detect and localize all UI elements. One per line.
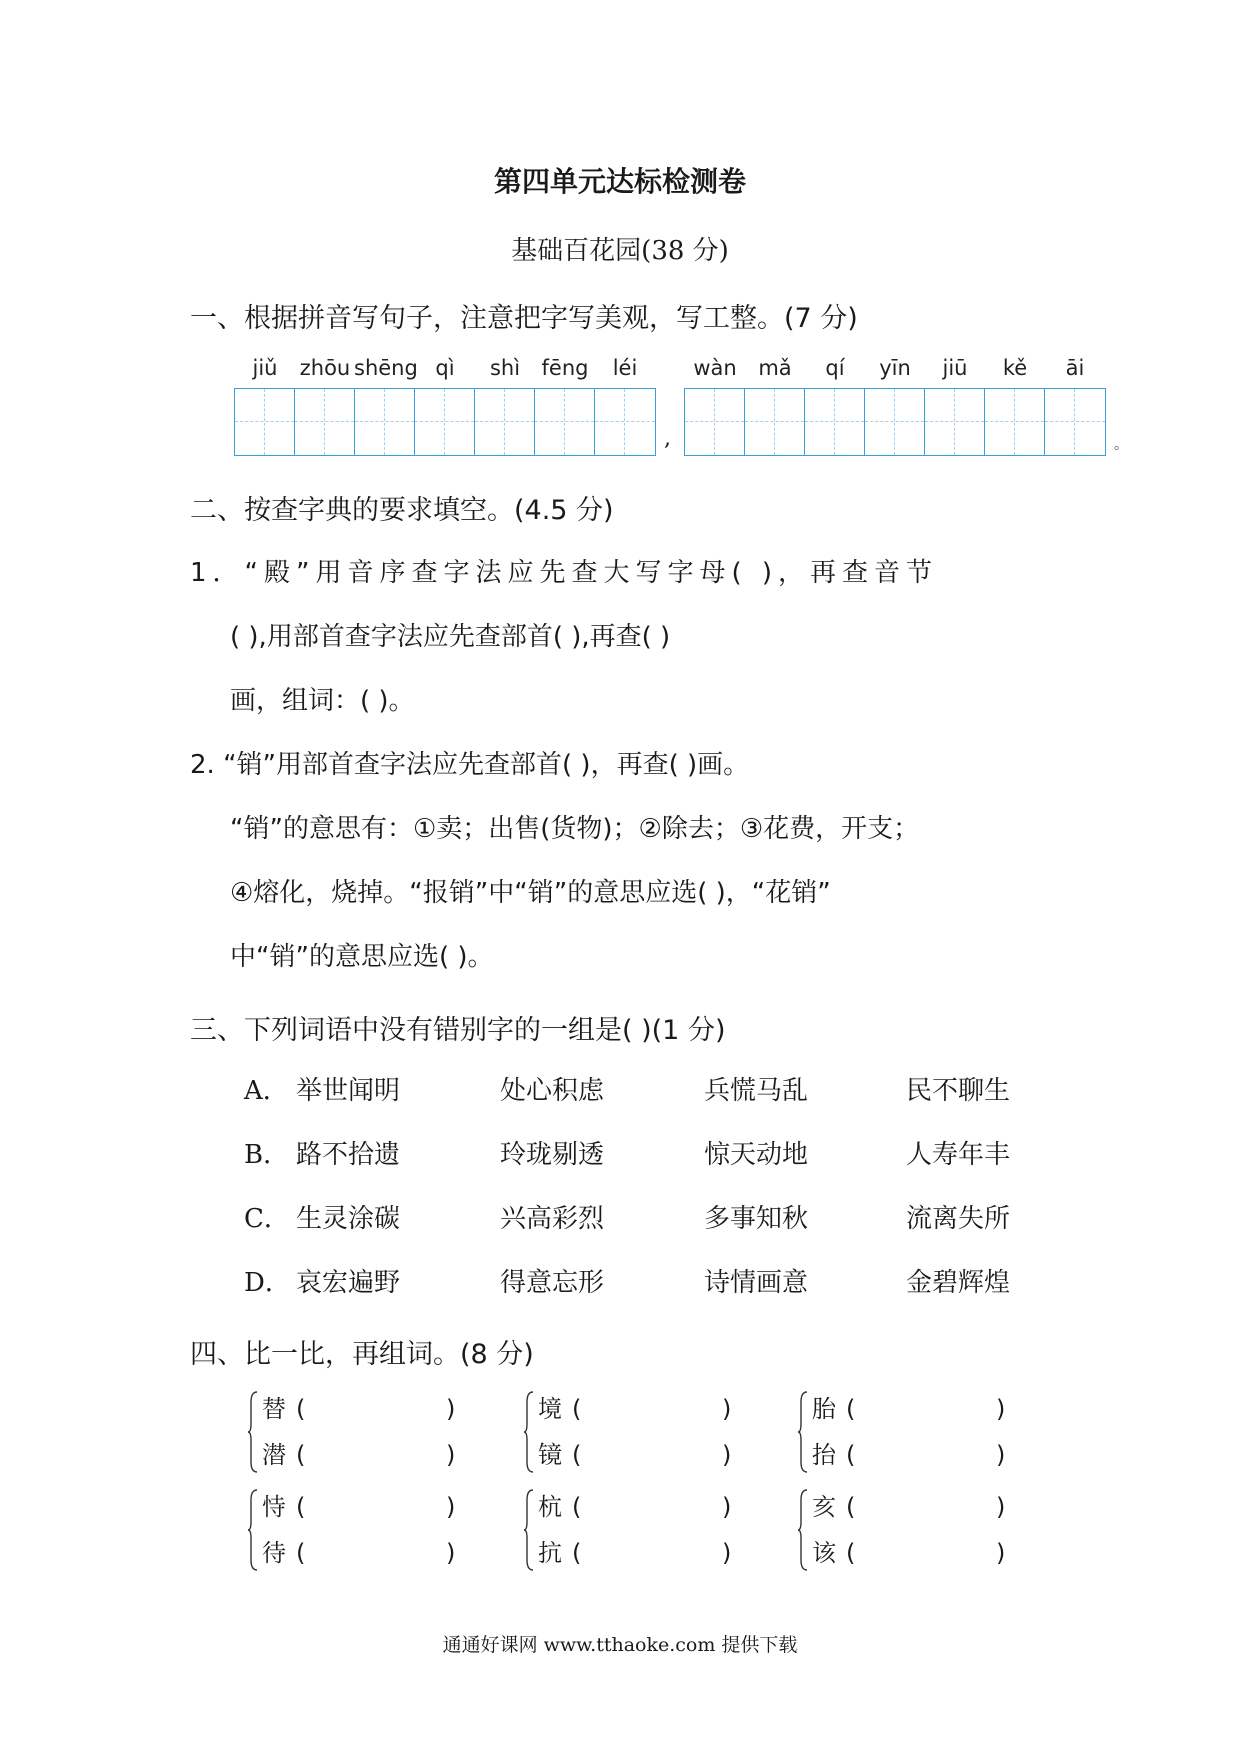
option-a-word: 民不聊生 (906, 1076, 1011, 1106)
word-pair (262, 1386, 455, 1478)
pinyin-syllable: yīn (879, 356, 911, 380)
option-b-word: 惊天动地 (704, 1140, 809, 1170)
compare-character: 杭 (538, 1493, 562, 1521)
word-pair (538, 1484, 731, 1576)
grid-cell[interactable] (475, 389, 535, 455)
answer-blank-open[interactable]: ( (572, 1539, 582, 1567)
word-pair (812, 1386, 1005, 1478)
q2-item2-line2: “销”的意思有：①卖；出售(货物)；②除去；③花费，开支； (230, 814, 920, 844)
brace-icon (248, 1390, 258, 1474)
grid-cell[interactable] (805, 389, 865, 455)
word-pair-row[interactable] (812, 1432, 1005, 1478)
page-title: 第四单元达标检测卷 (493, 165, 746, 198)
grid-cell[interactable] (535, 389, 595, 455)
grid-cell[interactable] (985, 389, 1045, 455)
pinyin-syllable: āi (1065, 356, 1085, 380)
pinyin-syllable: qì (435, 356, 455, 380)
writing-grid-right[interactable] (684, 388, 1106, 456)
answer-blank-open[interactable]: ( (296, 1395, 306, 1423)
q2-item1-line3: 画，组词：( )。 (230, 686, 415, 716)
pinyin-syllable: shēng (354, 356, 418, 380)
answer-blank-close: ) (446, 1493, 456, 1521)
answer-blank-close: ) (446, 1441, 456, 1469)
option-b-label[interactable]: B． (244, 1140, 290, 1170)
option-a-label[interactable]: A． (244, 1076, 289, 1106)
compare-character: 恃 (262, 1493, 286, 1521)
pinyin-syllable: zhōu (299, 356, 351, 380)
option-c-word: 流离失所 (906, 1204, 1011, 1234)
pinyin-syllable: léi (612, 356, 638, 380)
grid-cell[interactable] (685, 389, 745, 455)
brace-icon (524, 1488, 534, 1572)
grid-cell[interactable] (595, 389, 655, 455)
section-subtitle: 基础百花园(38 分) (511, 236, 729, 266)
q2-item2-line1: 2. “销”用部首查字法应先查部首( )，再查( )画。 (190, 750, 750, 780)
compare-character: 抬 (812, 1441, 836, 1469)
answer-blank-open[interactable]: ( (846, 1441, 856, 1469)
pinyin-syllable: mǎ (758, 356, 792, 380)
compare-character: 潜 (262, 1441, 286, 1469)
option-d-word: 哀宏遍野 (296, 1268, 401, 1298)
word-pair-row[interactable] (262, 1484, 455, 1530)
pinyin-syllable: kě (1002, 356, 1028, 380)
word-pair-row[interactable] (538, 1484, 731, 1530)
compare-character: 胎 (812, 1395, 836, 1423)
compare-character: 该 (812, 1539, 836, 1567)
option-b-word: 玲珑剔透 (500, 1140, 605, 1170)
q2-heading: 二、按查字典的要求填空。(4.5 分) (190, 495, 614, 526)
compare-character: 抗 (538, 1539, 562, 1567)
grid-cell[interactable] (415, 389, 475, 455)
footer-credit: 通通好课网 www.tthaoke.com 提供下载 (442, 1634, 798, 1656)
option-c-word: 兴高彩烈 (500, 1204, 605, 1234)
word-pair-row[interactable] (262, 1432, 455, 1478)
pinyin-row-left (236, 356, 666, 384)
answer-blank-open[interactable]: ( (296, 1493, 306, 1521)
word-pair-row[interactable] (262, 1530, 455, 1576)
answer-blank-open[interactable]: ( (846, 1493, 856, 1521)
compare-character: 待 (262, 1539, 286, 1567)
answer-blank-open[interactable]: ( (296, 1539, 306, 1567)
q2-item1-line1: 1．“殿”用音序查字法应先查大写字母( )，再查音节 (190, 558, 939, 588)
answer-blank-open[interactable]: ( (572, 1493, 582, 1521)
grid-cell[interactable] (1045, 389, 1105, 455)
answer-blank-close: ) (996, 1395, 1006, 1423)
grid-cell[interactable] (865, 389, 925, 455)
word-pair (812, 1484, 1005, 1576)
brace-icon (798, 1390, 808, 1474)
grid-cell[interactable] (355, 389, 415, 455)
answer-blank-close: ) (996, 1441, 1006, 1469)
compare-character: 境 (538, 1395, 562, 1423)
option-d-label[interactable]: D． (244, 1268, 291, 1298)
option-a-word: 兵慌马乱 (704, 1076, 809, 1106)
word-pair-row[interactable] (538, 1386, 731, 1432)
q1-heading: 一、根据拼音写句子，注意把字写美观，写工整。(7 分) (190, 303, 858, 334)
writing-grid-left[interactable] (234, 388, 656, 456)
answer-blank-close: ) (446, 1539, 456, 1567)
pinyin-syllable: qí (825, 356, 845, 380)
grid-cell[interactable] (745, 389, 805, 455)
grid-cell[interactable] (925, 389, 985, 455)
brace-icon (798, 1488, 808, 1572)
word-pair-row[interactable] (812, 1386, 1005, 1432)
answer-blank-close: ) (722, 1441, 732, 1469)
answer-blank-close: ) (722, 1539, 732, 1567)
pinyin-syllable: jiǔ (252, 356, 278, 380)
option-d-word: 金碧辉煌 (906, 1268, 1011, 1298)
pinyin-syllable: wàn (693, 356, 737, 380)
answer-blank-open[interactable]: ( (296, 1441, 306, 1469)
answer-blank-open[interactable]: ( (846, 1395, 856, 1423)
answer-blank-close: ) (996, 1539, 1006, 1567)
q2-item2-line4: 中“销”的意思应选( )。 (230, 942, 494, 972)
pinyin-syllable: shì (489, 356, 521, 380)
word-pair-row[interactable] (538, 1530, 731, 1576)
q3-heading: 三、下列词语中没有错别字的一组是( )(1 分) (190, 1015, 726, 1046)
grid-cell[interactable] (295, 389, 355, 455)
pinyin-syllable: fēng (541, 356, 589, 380)
word-pair (262, 1484, 455, 1576)
compare-character: 亥 (812, 1493, 836, 1521)
grid-cell[interactable] (235, 389, 295, 455)
answer-blank-close: ) (446, 1395, 456, 1423)
pinyin-row-right (686, 356, 1116, 384)
option-a-word: 处心积虑 (500, 1076, 605, 1106)
q2-item1-line2: ( ),用部首查字法应先查部首( ),再查( ) (230, 622, 671, 652)
option-c-word: 生灵涂碳 (296, 1204, 401, 1234)
option-d-word: 得意忘形 (500, 1268, 605, 1298)
comma-mark: , (664, 426, 671, 451)
option-a-word: 举世闻明 (296, 1076, 401, 1106)
answer-blank-open[interactable]: ( (572, 1395, 582, 1423)
word-pair-row[interactable] (812, 1530, 1005, 1576)
word-pair-row[interactable] (538, 1432, 731, 1478)
word-pair-row[interactable] (812, 1484, 1005, 1530)
option-c-word: 多事知秋 (704, 1204, 809, 1234)
word-pair-row[interactable] (262, 1386, 455, 1432)
option-c-label[interactable]: C． (244, 1204, 290, 1234)
brace-icon (248, 1488, 258, 1572)
q2-item2-line3: ④熔化，烧掉。“报销”中“销”的意思应选( )，“花销” (230, 878, 831, 908)
brace-icon (524, 1390, 534, 1474)
answer-blank-close: ) (996, 1493, 1006, 1521)
period-mark: 。 (1114, 437, 1128, 453)
answer-blank-open[interactable]: ( (572, 1441, 582, 1469)
option-d-word: 诗情画意 (704, 1268, 809, 1298)
option-b-word: 人寿年丰 (906, 1140, 1011, 1170)
word-pair (538, 1386, 731, 1478)
answer-blank-open[interactable]: ( (846, 1539, 856, 1567)
pinyin-syllable: jiū (942, 356, 968, 380)
compare-character: 镜 (538, 1441, 562, 1469)
compare-character: 替 (262, 1395, 286, 1423)
q4-heading: 四、比一比，再组词。(8 分) (190, 1339, 534, 1370)
answer-blank-close: ) (722, 1395, 732, 1423)
answer-blank-close: ) (722, 1493, 732, 1521)
option-b-word: 路不拾遗 (296, 1140, 401, 1170)
